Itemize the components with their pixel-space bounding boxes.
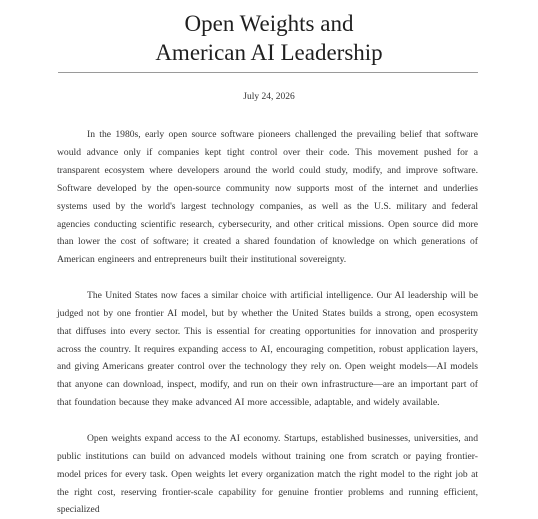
document-body — [57, 126, 478, 519]
document-date: July 24, 2026 — [243, 92, 295, 102]
document-title — [0, 9, 538, 67]
title-line-2: American AI Leadership — [155, 40, 383, 65]
title-line-1: Open Weights and — [184, 11, 354, 36]
paragraph-2: The United States now faces a similar choice with artificial intelligence. Our AI leadership will be judged not by one frontier AI model, but by whether the United States builds a strong, open ecosystem that diffuses into every sector. This is essential for creating opportunities for innovation and prosperity across the country. It requires expanding access to AI, encouraging competition, robust application layers, and giving Americans greater control over the technology they rely on. Open weight models—AI models that anyone can download, inspect, modify, and run on their own infrastructure—are an important part of that foundation because they make advanced AI more accessible, adaptable, and widely available. — [57, 289, 478, 409]
title-divider — [58, 72, 478, 73]
paragraph-1: In the 1980s, early open source software pioneers challenged the prevailing belief that software would advance only if companies kept tight control over their code. This movement pushed for a transparent ecosystem where developers around the world could study, modify, and improve software. Software developed by the open-source community now supports most of the internet and underlies systems used by the world's largest technology companies, as well as the U.S. military and federal agencies conducting scientific research, cybersecurity, and other critical missions. Open source did more than lower the cost of software; it created a shared foundation of knowledge on which generations of American engineers and entrepreneurs built their institutional sovereignty. — [57, 129, 478, 266]
paragraph-3: Open weights expand access to the AI economy. Startups, established businesses, universities, and public institutions can build on advanced models without training one from scratch or paying frontier-model prices for every task. Open weights let every organization match the right model to the right job at the right cost, reserving frontier-scale capability for genuine frontier problems and running efficient, specialized — [57, 432, 478, 516]
